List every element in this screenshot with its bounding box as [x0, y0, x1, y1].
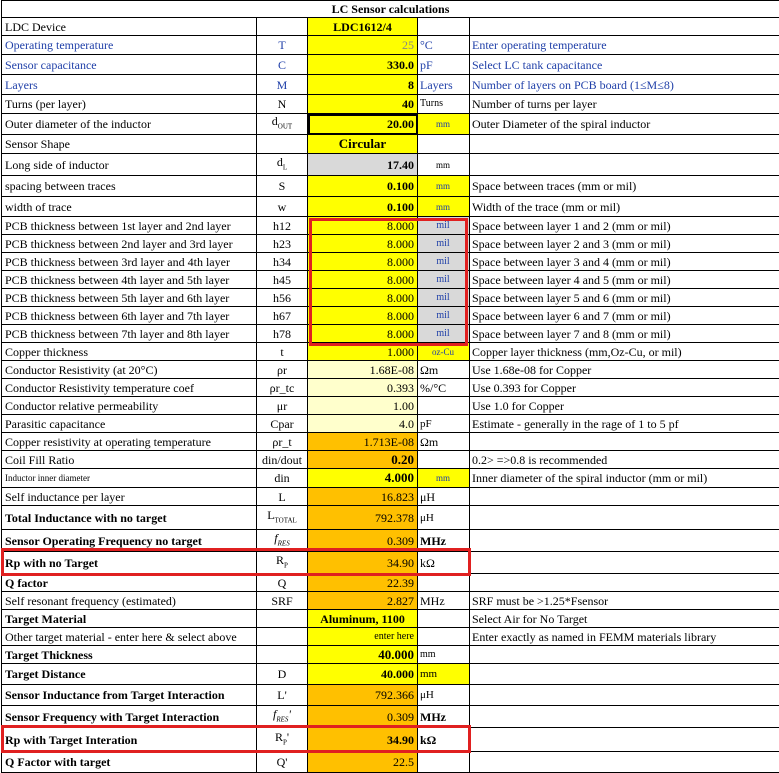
srf-value: 2.827	[308, 592, 418, 610]
row-q-factor: Q factor Q 22.39	[2, 574, 779, 592]
h34-input[interactable]: 8.000	[308, 253, 418, 271]
row-self-inductance: Self inductance per layer L 16.823 μH	[2, 488, 779, 506]
spacing-input[interactable]: 0.100	[308, 176, 418, 197]
permeability-input[interactable]: 1.00	[308, 397, 418, 415]
row-h23: PCB thickness between 2nd layer and 3rd layer h23 8.000 mil Space between layer 2 and 3 (mm or mil)	[2, 235, 779, 253]
row-resistivity-operating: Copper resistivity at operating temperature ρr_t 1.713E-08 Ωm	[2, 433, 779, 451]
row-sensor-capacitance: Sensor capacitance C 330.0 pF Select LC tank capacitance	[2, 55, 779, 75]
frequency-target-value: 0.309	[308, 706, 418, 728]
row-fill-ratio: Coil Fill Ratio din/dout 0.20 0.2> =>0.8 is recommended	[2, 451, 779, 469]
inductance-target-value: 792.366	[308, 685, 418, 706]
trace-width-input[interactable]: 0.100	[308, 197, 418, 217]
row-h78: PCB thickness between 7th layer and 8th layer h78 8.000 mil Space between layer 7 and 8 (mm or mil)	[2, 325, 779, 343]
device-select[interactable]: LDC1612/4	[308, 18, 418, 36]
target-material-select[interactable]: Aluminum, 1100	[308, 610, 418, 628]
device-label: LDC Device	[2, 18, 257, 36]
row-long-side: Long side of inductor $d_L$ 17.40 mm	[2, 154, 779, 176]
h67-input[interactable]: 8.000	[308, 307, 418, 325]
parasitic-capacitance-input[interactable]: 4.0	[308, 415, 418, 433]
row-parasitic-capacitance: Parasitic capacitance Cpar 4.0 pF Estimate - generally in the rage of 1 to 5 pf	[2, 415, 779, 433]
row-h45: PCB thickness between 4th layer and 5th layer h45 8.000 mil Space between layer 4 and 5 (mm or mil)	[2, 271, 779, 289]
operating-temperature-input[interactable]: 25	[308, 36, 418, 55]
fill-ratio-value: 0.20	[308, 451, 418, 469]
target-thickness-input[interactable]: 40.000	[308, 646, 418, 664]
row-total-inductance: Total Inductance with no target $L_{TOTAL}$ 792.378 μH	[2, 506, 779, 530]
row-frequency-target: Sensor Frequency with Target Interaction $f_{RES}'$ 0.309 MHz	[2, 706, 779, 728]
row-operating-frequency: Sensor Operating Frequency no target $f_{RES}$ 0.309 MHz	[2, 530, 779, 552]
other-material-input[interactable]: enter here	[308, 628, 418, 646]
layers-input[interactable]: 8	[308, 75, 418, 95]
row-h12: PCB thickness between 1st layer and 2nd layer h12 8.000 mil Space between layer 1 and 2 (mm or mil)	[2, 217, 779, 235]
outer-diameter-input[interactable]: 20.00	[308, 114, 418, 135]
sheet-title: LC Sensor calculations	[2, 1, 779, 18]
operating-frequency-value: 0.309	[308, 530, 418, 552]
rp-target-value: 34.90	[308, 728, 418, 752]
row-resistivity: Conductor Resistivity (at 20°C) ρr 1.68E-08 Ωm Use 1.68e-08 for Copper	[2, 361, 779, 379]
row-target-distance: Target Distance D 40.000 mm	[2, 664, 779, 685]
resistivity-operating-value: 1.713E-08	[308, 433, 418, 451]
long-side-value: 17.40	[308, 154, 418, 176]
row-resistivity-tc: Conductor Resistivity temperature coef ρr_tc 0.393 %/°C Use 0.393 for Copper	[2, 379, 779, 397]
total-inductance-value: 792.378	[308, 506, 418, 530]
h45-input[interactable]: 8.000	[308, 271, 418, 289]
row-other-material: Other target material - enter here & select above enter here Enter exactly as named in FEMM materials library	[2, 628, 779, 646]
row-permeability: Conductor relative permeability μr 1.00 Use 1.0 for Copper	[2, 397, 779, 415]
h12-input[interactable]: 8.000	[308, 217, 418, 235]
self-inductance-value: 16.823	[308, 488, 418, 506]
sensor-shape-select[interactable]: Circular	[308, 135, 418, 154]
row-trace-width: width of trace w 0.100 mm Width of the trace (mm or mil)	[2, 197, 779, 217]
row-q-target: Q Factor with target Q' 22.5	[2, 752, 779, 773]
row-outer-diameter: Outer diameter of the inductor $d_{OUT}$ 20.00 mm Outer Diameter of the spiral inductor	[2, 114, 779, 135]
row-sensor-shape: Sensor Shape Circular	[2, 135, 779, 154]
resistivity-input[interactable]: 1.68E-08	[308, 361, 418, 379]
device-row	[2, 18, 779, 36]
h56-input[interactable]: 8.000	[308, 289, 418, 307]
row-h67: PCB thickness between 6th layer and 7th layer h67 8.000 mil Space between layer 6 and 7 (mm or mil)	[2, 307, 779, 325]
row-turns: Turns (per layer) N 40 Turns Number of turns per layer	[2, 95, 779, 114]
h23-input[interactable]: 8.000	[308, 235, 418, 253]
row-h34: PCB thickness between 3rd layer and 4th layer h34 8.000 mil Space between layer 3 and 4 (mm or mil)	[2, 253, 779, 271]
q-target-value: 22.5	[308, 752, 418, 773]
row-rp-target: Rp with Target Interation $R_P'$ 34.90 kΩ	[2, 728, 779, 752]
row-operating-temperature: Operating temperature T 25 °C Enter operating temperature	[2, 36, 779, 55]
row-layers: Layers M 8 Layers Number of layers on PCB board (1≤M≤8)	[2, 75, 779, 95]
row-inner-diameter: Inductor inner diameter din 4.000 mm Inner diameter of the spiral inductor (mm or mil)	[2, 469, 779, 488]
row-inductance-target: Sensor Inductance from Target Interaction L' 792.366 μH	[2, 685, 779, 706]
sheet-title-row	[2, 1, 779, 18]
row-copper-thickness: Copper thickness t 1.000 oz-Cu Copper layer thickness (mm,Oz-Cu, or mil)	[2, 343, 779, 361]
h78-input[interactable]: 8.000	[308, 325, 418, 343]
target-distance-input[interactable]: 40.000	[308, 664, 418, 685]
row-srf: Self resonant frequency (estimated) SRF 2.827 MHz SRF must be >1.25*Fsensor	[2, 592, 779, 610]
row-target-material: Target Material Aluminum, 1100 Select Air for No Target	[2, 610, 779, 628]
copper-thickness-input[interactable]: 1.000	[308, 343, 418, 361]
sensor-capacitance-input[interactable]: 330.0	[308, 55, 418, 75]
q-factor-value: 22.39	[308, 574, 418, 592]
row-target-thickness: Target Thickness 40.000 mm	[2, 646, 779, 664]
rp-no-target-value: 34.90	[308, 552, 418, 574]
resistivity-tc-input[interactable]: 0.393	[308, 379, 418, 397]
lc-sensor-sheet	[1, 0, 779, 773]
row-rp-no-target: Rp with no Target $R_P$ 34.90 kΩ	[2, 552, 779, 574]
turns-input[interactable]: 40	[308, 95, 418, 114]
inner-diameter-input[interactable]: 4.000	[308, 469, 418, 488]
row-spacing: spacing between traces S 0.100 mm Space between traces (mm or mil)	[2, 176, 779, 197]
row-h56: PCB thickness between 5th layer and 6th layer h56 8.000 mil Space between layer 5 and 6 (mm or mil)	[2, 289, 779, 307]
